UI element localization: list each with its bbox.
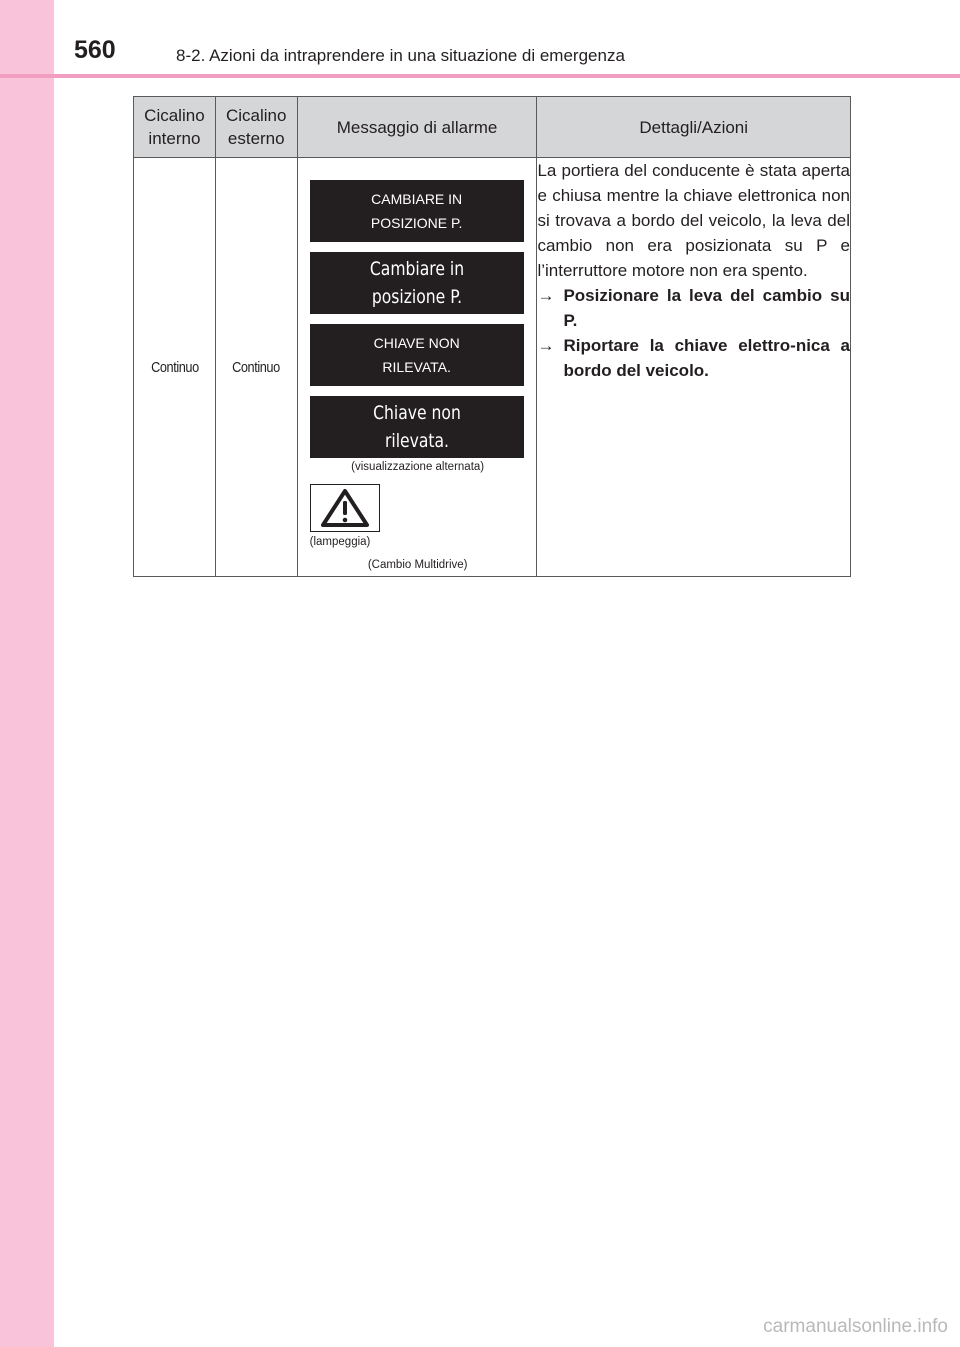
display-message-shift-to-p-uppercase (310, 180, 524, 242)
page-number: 560 (74, 36, 116, 64)
display-line: RILEVATA. (382, 359, 451, 375)
action-text: Posizionare la leva del cambio su P. (563, 286, 850, 330)
header-rule (0, 74, 960, 78)
warning-triangle-icon (310, 484, 380, 532)
display-line: Cambiare in (369, 258, 464, 280)
side-color-band (0, 0, 54, 1347)
details-cell (537, 158, 851, 577)
table-header-row (134, 97, 851, 158)
header-internal-buzzer: Cicalino interno (134, 97, 216, 158)
warning-message-cell (297, 158, 537, 577)
transmission-note: (Cambio Multidrive) (367, 559, 468, 571)
table-row (134, 158, 851, 577)
action-item (537, 283, 850, 333)
header-warning-message: Messaggio di allarme (297, 97, 537, 158)
display-line: CAMBIARE IN (371, 191, 463, 207)
watermark: carmanualsonline.info (763, 1316, 948, 1337)
blink-note: (lampeggia) (309, 536, 371, 548)
warning-table (133, 96, 851, 577)
display-line: posizione P. (371, 286, 462, 308)
section-title: 8-2. Azioni da intraprendere in una situazione di emergenza (176, 46, 625, 65)
internal-buzzer-value: Continuo (140, 158, 210, 577)
display-line: rilevata. (384, 430, 449, 452)
alternate-display-note: (visualizzazione alternata) (351, 461, 485, 473)
display-message-key-not-detected-uppercase (310, 324, 524, 386)
arrow-icon: → (537, 286, 555, 305)
header-external-buzzer: Cicalino esterno (215, 97, 297, 158)
display-line: POSIZIONE P. (370, 215, 463, 231)
display-message-shift-to-p (310, 252, 524, 314)
display-message-key-not-detected (310, 396, 524, 458)
arrow-icon: → (537, 336, 555, 355)
header-details: Dettagli/Azioni (537, 97, 851, 158)
display-line: Chiave non (372, 402, 461, 424)
display-line: CHIAVE NON (373, 335, 460, 351)
action-item (537, 333, 850, 383)
details-description: La portiera del conducente è stata aperta e chiusa mentre la chiave elettronica non si trovava a bordo del veicolo, la leva del cambio non era posizionata su P e l’interruttore motore non era spento. (537, 161, 850, 280)
action-text: Riportare la chiave elettro-nica a bordo del veicolo. (563, 336, 850, 380)
external-buzzer-value: Continuo (221, 158, 291, 577)
